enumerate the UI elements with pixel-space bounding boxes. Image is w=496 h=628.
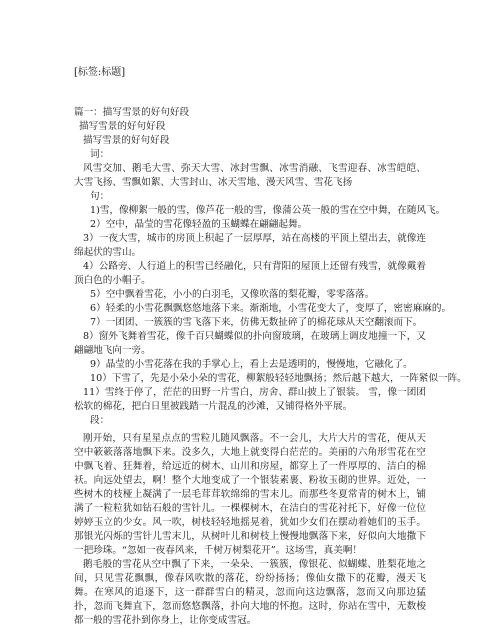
text-line: 风雪交加、鹅毛大雪、弥天大雪、冰封雪飘、冰雪消融、飞雪迎春、冰雪皑皑、大雪飞扬、雪飘如絮、大雪封山、冰天雪地、漫天风雪、雪花飞扬: [74, 163, 426, 188]
text-line: 描写雪景的好句好段: [83, 135, 170, 146]
text-line: 描写雪景的好句好段: [79, 121, 166, 132]
text-line: 9）晶莹的小雪花落在我的手掌心上，看上去是透明的，慢慢地，它融化了。: [90, 359, 413, 370]
text-line: 11）雪终于停了，茫茫的田野一片雪白，房舍、群山披上了银装。 雪，像一团团松软的棉花，把白日里被践踏一片混乱的沙滩，又铺得格外平展。: [74, 387, 426, 412]
document-body: [74, 106, 467, 628]
tag-title: [标签:标题]: [74, 67, 126, 78]
text-line: 7）一团团、一簇簇的雪飞落下来，仿佛无数扯碎了的棉花球从天空翻滚而下。: [90, 317, 423, 328]
text-line: 词：: [90, 149, 110, 160]
text-line: 5）空中飘着雪花，小小的白羽毛，又像吹落的梨花瓣，零零落落。: [90, 289, 375, 300]
text-line: 6）轻柔的小雪花飘飘悠悠地落下来。渐渐地，小雪花变大了，变厚了，密密麻麻的。: [90, 303, 452, 314]
text-line: 3）一夜大雪，城市的房顶上积起了一层厚厚，站在高楼的平顶上望出去，就像连绵起伏的雪山。: [74, 233, 426, 258]
text-line: 1)雪，像柳絮一般的雪，像芦花一般的雪，像蒲公英一般的雪在空中舞，在随风飞。: [90, 205, 446, 216]
text-line: 4）公路旁、人行道上的积雪已经融化，只有背阳的屋顶上还留有残雪，就像戴着顶白色的小帽子。: [74, 261, 426, 286]
text-line: 段：: [90, 415, 110, 426]
text-line: 篇一：描写雪景的好句好段: [74, 107, 190, 118]
text-line: 2）空中，晶莹的雪花像轻盈的玉蝴蝶在翩翩起舞。: [90, 219, 308, 230]
text-line: 鹅毛般的雪花从空中飘了下来，一朵朵、一簇簇，像银花、似蝴蝶、胜梨花地之间，只见雪花飘飘，像春风吹散的落花，纷纷扬扬；像仙女撒下的花瓣，漫天飞舞。在寒风的追逐下，这一群群雪白的精灵，忽而向这边飘落，忽而又向那边猛扑，忽而飞舞直下，忽而悠悠飘落，扑向大地的怀抱。这时，你站在雪中，无数梭都一般的雪花扑到你身上，让你变成雪冠。: [74, 559, 426, 626]
text-line: 10）下雪了，先是小朵小朵的雪花，柳絮般轻轻地飘扬；然后越下越大，一阵紧似一阵。: [90, 373, 467, 384]
text-line: 句：: [90, 191, 110, 202]
text-line: 刚开始，只有星星点点的雪粒儿随风飘落。不一会儿，大片大片的雪花，便从天空中簌簌落落地飘下来。没多久，大地上就变得白茫茫的。美丽的六角形雪花在空中飘飞着、狂舞着，给远近的树木、山川和房屋，都穿上了一件厚厚的、洁白的棉袄。向远处望去，啊！整个大地变成了一个银装素裹、粉妆玉砌的世界。近处，一些树木的枝桠上凝满了一层毛茸茸软绵绵的雪末儿。而那些冬夏常青的树木上，铺满了一粒粒犹如钻石般的雪针儿。一棵棵树木，在洁白的雪花衬托下，好像一位位婷婷玉立的少女。风一吹，树枝轻轻地摇晃着，犹如少女们在摆动着她们的玉手。那银光闪烁的雪针儿雪末儿，从树叶儿和树枝上慢慢地飘落下来，好似向大地撒下一把珍珠。“忽如一夜春风来，千树万树梨花开”。这场雪，真美啊！: [74, 433, 426, 556]
text-line: 8）窗外飞舞着雪花，像千百只蝴蝶似的扑向窗玻璃，在玻璃上调皮地撞一下，又翩翩地飞向一旁。: [74, 331, 426, 356]
